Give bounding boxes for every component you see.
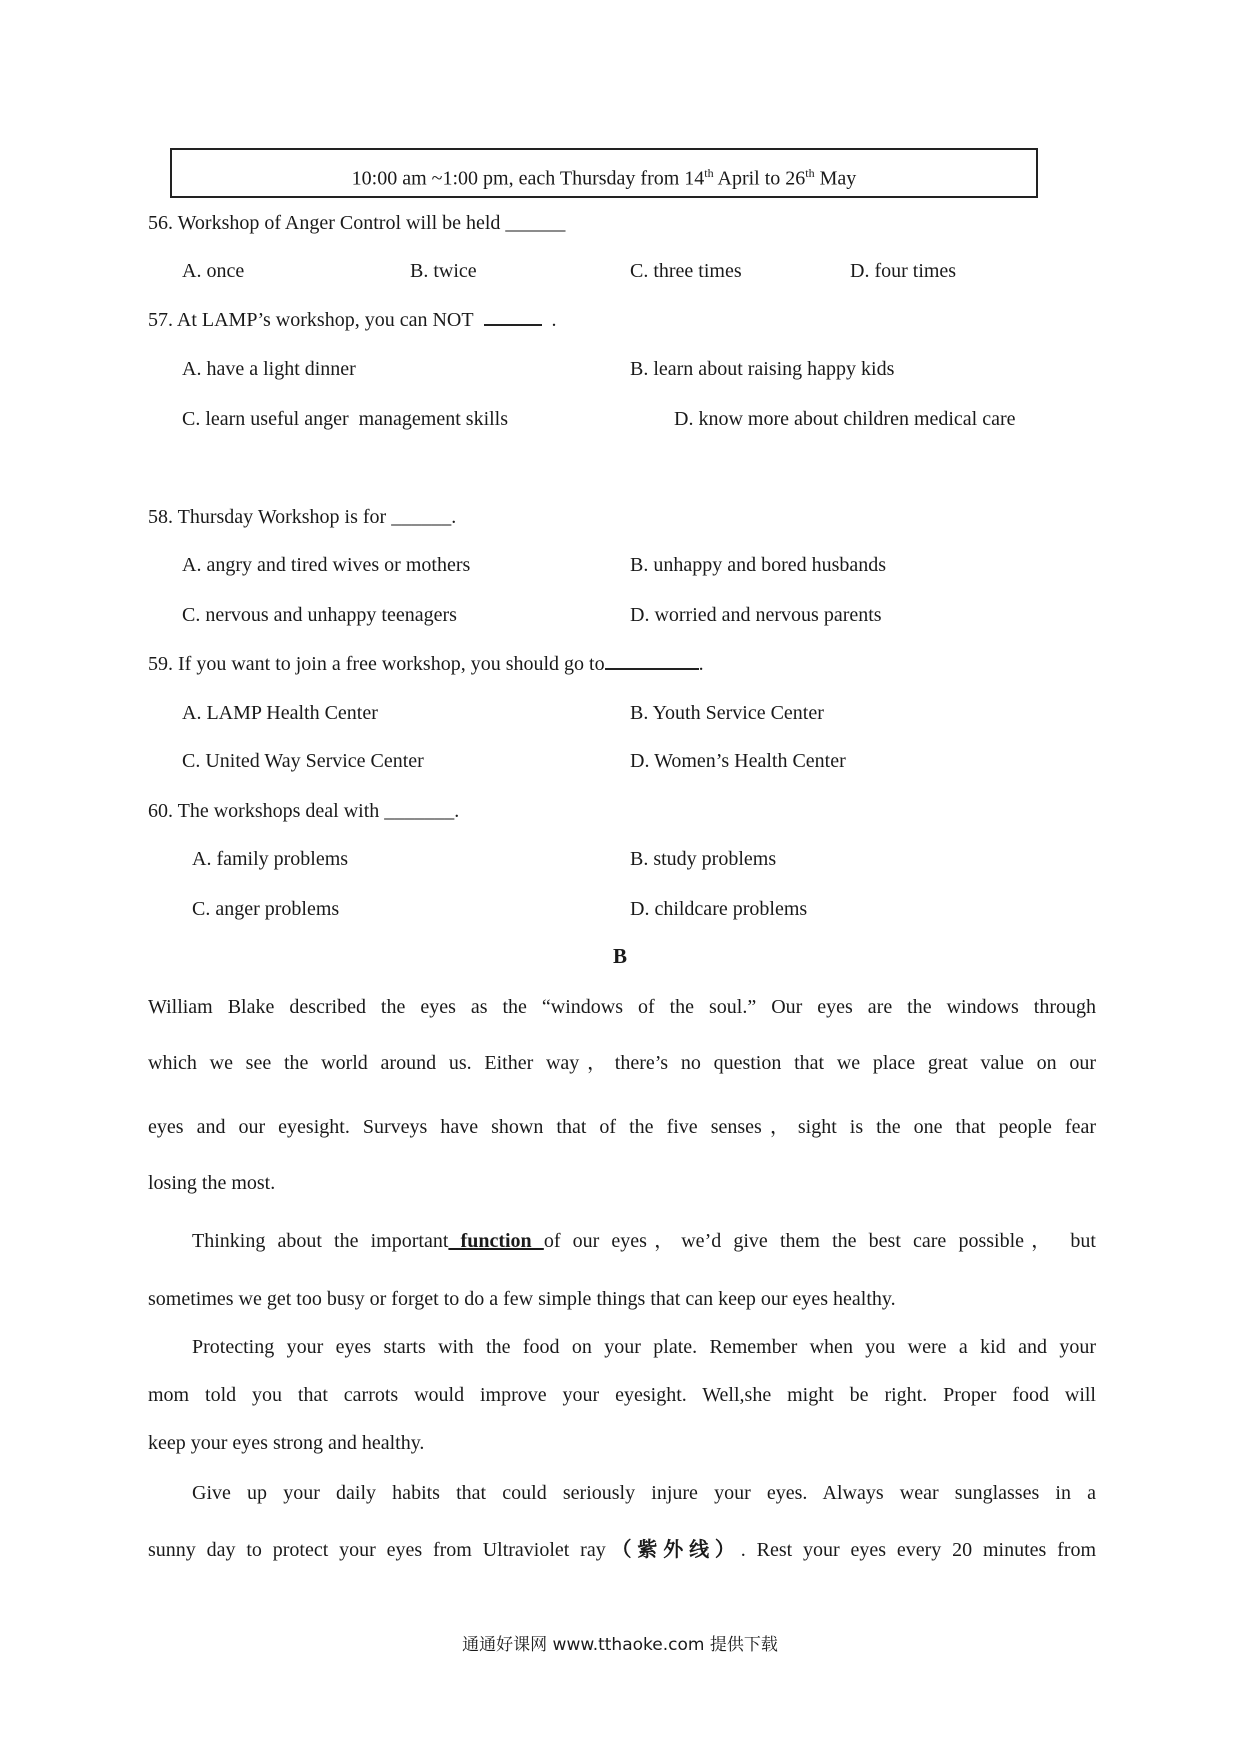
q57-option-b: B. learn about raising happy kids — [630, 358, 895, 380]
schedule-text-1: 10:00 am ~1:00 pm, each Thursday from 14 — [351, 167, 705, 190]
paragraph-3-line-3: keep your eyes strong and healthy. — [148, 1432, 425, 1454]
q59-option-c: C. United Way Service Center — [182, 750, 424, 772]
schedule-sup-1: th — [704, 166, 714, 180]
schedule-text-2: April to 26 — [713, 167, 806, 190]
q56-option-b: B. twice — [410, 260, 477, 282]
paragraph-1-line-2: which we see the world around us. Either way，there’s no question that we place great value on our — [148, 1052, 1096, 1074]
paragraph-4-line-2 — [148, 1536, 1096, 1563]
q58-option-c: C. nervous and unhappy teenagers — [182, 604, 457, 626]
p4-text-before: sunny day to protect your eyes from Ultraviolet ray — [148, 1539, 606, 1561]
q59-stem-end: . — [698, 653, 704, 675]
question-59-stem — [148, 650, 704, 677]
q58-option-a: A. angry and tired wives or mothers — [182, 554, 471, 576]
question-58-stem: 58. Thursday Workshop is for ______. — [148, 506, 457, 528]
q57-option-c-part1: C. learn useful anger — [182, 408, 349, 430]
paragraph-2-line-2: sometimes we get too busy or forget to do a few simple things that can keep our eyes healthy. — [148, 1288, 896, 1310]
p4-text-after: . Rest your eyes every 20 minutes from — [740, 1539, 1097, 1561]
q58-option-d: D. worried and nervous parents — [630, 604, 882, 626]
q57-stem-end: . — [551, 309, 557, 331]
paragraph-2-line-1 — [192, 1228, 1096, 1254]
q58-option-b: B. unhappy and bored husbands — [630, 554, 887, 576]
page-footer: 通通好课网 www.tthaoke.com 提供下载 — [462, 1635, 778, 1655]
q60-option-a: A. family problems — [192, 848, 349, 870]
p2-text-after: of our eyes，we’d give them the best care possible， but — [543, 1230, 1096, 1252]
chinese-annotation: （紫外线） — [605, 1537, 741, 1561]
q56-option-d: D. four times — [850, 260, 957, 282]
p2-text-before: Thinking about the important — [192, 1230, 449, 1252]
paragraph-1-line-1: William Blake described the eyes as the “windows of the soul.” Our eyes are the windows through — [148, 996, 1096, 1018]
q56-option-a: A. once — [182, 260, 245, 282]
paragraph-4-line-1: Give up your daily habits that could seriously injure your eyes. Always wear sunglasses in a — [192, 1482, 1096, 1504]
paragraph-3-line-1: Protecting your eyes starts with the food on your plate. Remember when you were a kid and your — [192, 1336, 1096, 1358]
schedule-text-3: May — [814, 167, 857, 190]
q56-option-c: C. three times — [630, 260, 742, 282]
q57-option-c-part2: management skills — [358, 408, 509, 430]
paragraph-1-line-3: eyes and our eyesight. Surveys have shown that of the five senses，sight is the one that people fear — [148, 1116, 1096, 1138]
q59-option-b: B. Youth Service Center — [630, 702, 824, 724]
q59-stem-text: 59. If you want to join a free workshop, you should go to — [148, 653, 605, 675]
section-b-heading: B — [612, 944, 627, 968]
q59-option-a: A. LAMP Health Center — [182, 702, 378, 724]
function-keyword: function — [448, 1230, 544, 1252]
q60-option-d: D. childcare problems — [630, 898, 808, 920]
q57-answer-blank — [484, 306, 542, 326]
q60-option-c: C. anger problems — [192, 898, 340, 920]
q59-answer-blank — [605, 650, 699, 670]
paragraph-1-line-4: losing the most. — [148, 1172, 276, 1194]
q57-stem-text: 57. At LAMP’s workshop, you can NOT — [148, 309, 474, 331]
schedule-sup-2: th — [805, 166, 815, 180]
q57-option-d: D. know more about children medical care — [674, 408, 1016, 430]
q57-option-c — [182, 406, 508, 432]
question-56-stem: 56. Workshop of Anger Control will be held ______ — [148, 212, 566, 234]
question-57-stem — [148, 306, 557, 333]
question-60-stem: 60. The workshops deal with _______. — [148, 800, 460, 822]
q59-option-d: D. Women’s Health Center — [630, 750, 846, 772]
paragraph-3-line-2: mom told you that carrots would improve your eyesight. Well,she might be right. Proper food will — [148, 1384, 1096, 1406]
schedule-box — [170, 148, 1038, 198]
q60-option-b: B. study problems — [630, 848, 777, 870]
q57-option-a: A. have a light dinner — [182, 358, 356, 380]
